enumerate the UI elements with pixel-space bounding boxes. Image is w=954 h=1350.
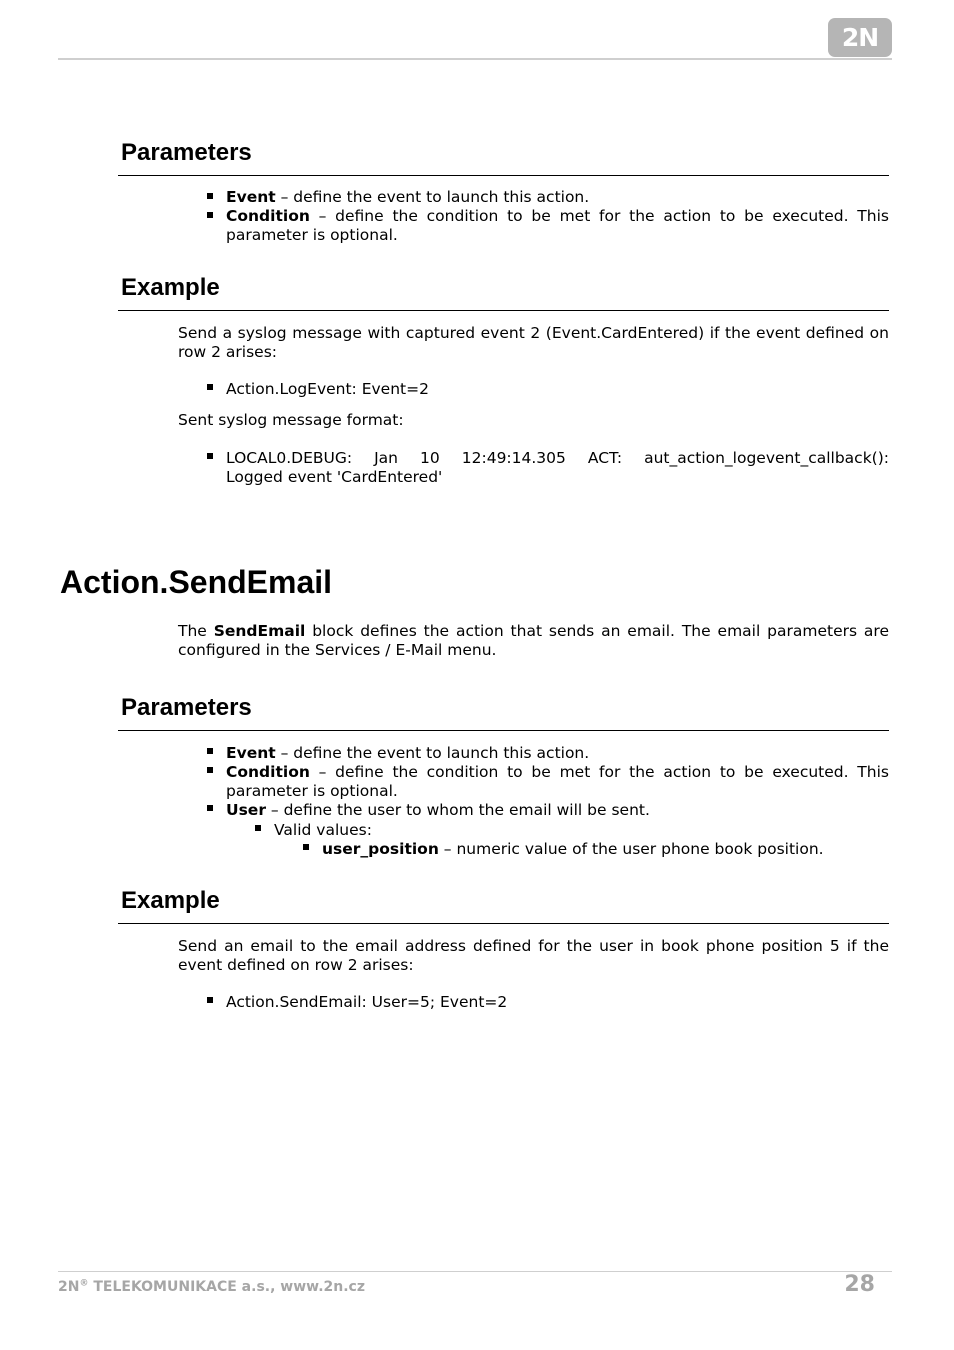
bullet-icon xyxy=(207,767,213,773)
heading-rule xyxy=(118,923,889,924)
bullet-icon xyxy=(207,212,213,218)
bullet-icon xyxy=(255,825,261,831)
param-event: Event – define the event to launch this action. xyxy=(226,188,590,206)
heading-rule xyxy=(118,730,889,731)
section-heading-parameters: Parameters xyxy=(121,139,252,166)
sendemail-intro: The SendEmail block defines the action that sends an email. The email parameters are configured in the Services / E-Mail menu. xyxy=(178,622,889,659)
bullet-icon xyxy=(207,453,213,459)
param-event: Event – define the event to launch this action. xyxy=(226,744,590,762)
footer-company: 2N® TELEKOMUNIKACE a.s., www.2n.cz xyxy=(58,1278,365,1295)
page-number: 28 xyxy=(844,1272,875,1297)
section-heading-parameters: Parameters xyxy=(121,694,252,721)
bullet-icon xyxy=(207,805,213,811)
param-condition: Condition – define the condition to be met for the action to be executed. This parameter is optional. xyxy=(226,763,889,800)
page-title: Action.SendEmail xyxy=(60,564,333,600)
footer-divider xyxy=(58,1271,892,1272)
bullet-icon xyxy=(303,844,309,850)
bullet-icon xyxy=(207,384,213,390)
section-heading-example: Example xyxy=(121,274,220,301)
header-divider xyxy=(58,58,892,60)
heading-rule xyxy=(118,310,889,311)
valid-values-label: Valid values: xyxy=(274,821,372,839)
param-user: User – define the user to whom the email will be sent. xyxy=(226,801,650,819)
heading-rule xyxy=(118,175,889,176)
company-logo xyxy=(828,18,892,57)
example-code: Action.SendEmail: User=5; Event=2 xyxy=(226,993,508,1011)
bullet-icon xyxy=(207,997,213,1003)
section-heading-example: Example xyxy=(121,887,220,914)
example-code: Action.LogEvent: Event=2 xyxy=(226,380,429,398)
bullet-icon xyxy=(207,193,213,199)
logo-text: 2N xyxy=(841,23,879,52)
bullet-icon xyxy=(207,748,213,754)
syslog-format: LOCAL0.DEBUG: Jan 10 12:49:14.305 ACT: aut_action_logevent_callback(): Logged event 'CardEntered' xyxy=(226,449,894,486)
example-intro: Send a syslog message with captured event 2 (Event.CardEntered) if the event defined on row 2 arises: xyxy=(178,324,889,361)
example-intro: Send an email to the email address defined for the user in book phone position 5 if the event defined on row 2 arises: xyxy=(178,937,889,974)
valid-value-user-position: user_position – numeric value of the user phone book position. xyxy=(322,840,824,858)
format-intro: Sent syslog message format: xyxy=(178,411,404,429)
param-condition: Condition – define the condition to be met for the action to be executed. This parameter is optional. xyxy=(226,207,889,244)
